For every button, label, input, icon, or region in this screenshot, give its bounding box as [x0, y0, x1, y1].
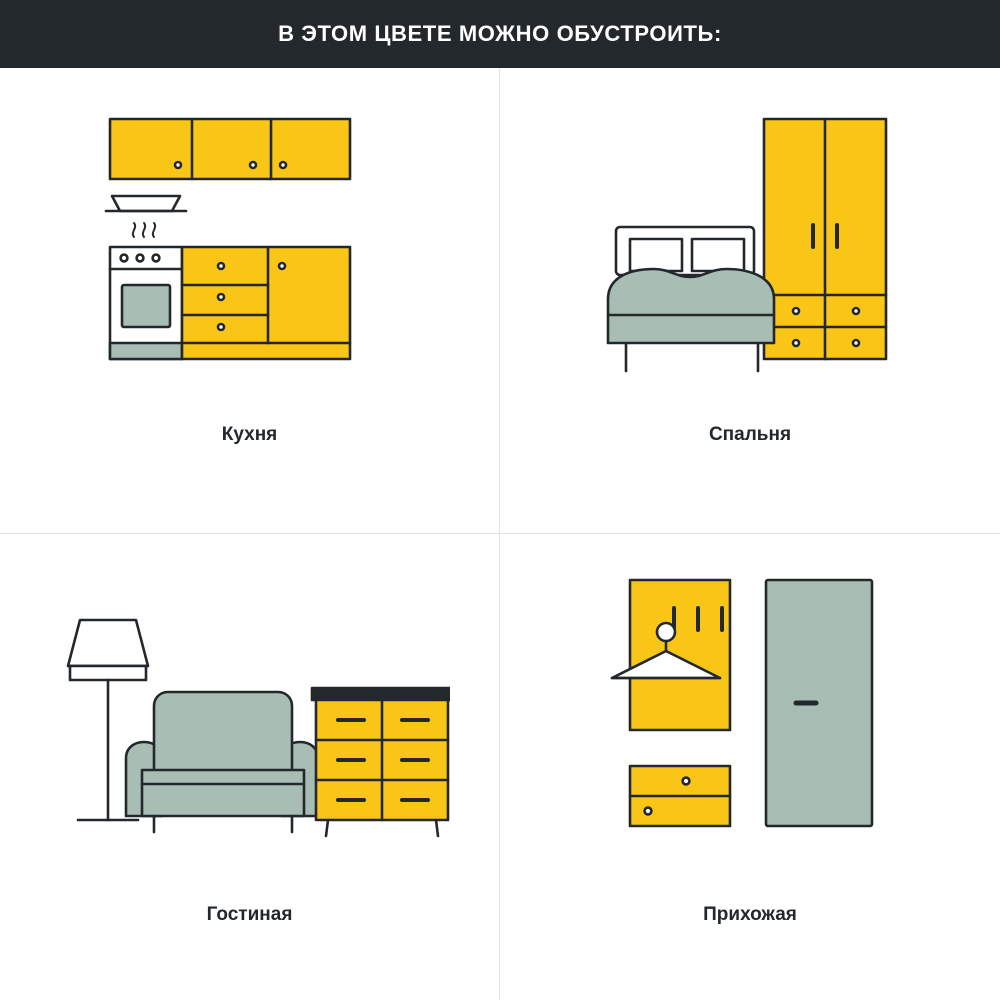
room-caption-kitchen: Кухня	[221, 424, 278, 445]
hallway-illustration	[530, 550, 970, 880]
header-banner	[0, 0, 1000, 68]
room-caption-hallway: Прихожая	[703, 904, 797, 925]
kitchen-illustration	[30, 84, 470, 414]
bedroom-illustration	[530, 84, 970, 414]
hallway-icon	[600, 570, 900, 860]
living-room-illustration	[30, 550, 470, 880]
page-title: В ЭТОМ ЦВЕТЕ МОЖНО ОБУСТРОИТЬ:	[278, 21, 722, 46]
kitchen-icon	[100, 99, 400, 399]
living-room-icon	[50, 570, 450, 860]
room-caption-living-room: Гостиная	[206, 904, 293, 925]
room-card-living-room[interactable]	[0, 534, 500, 1000]
room-card-bedroom[interactable]	[500, 68, 1000, 534]
room-caption-bedroom: Спальня	[708, 424, 792, 445]
bedroom-icon	[600, 99, 900, 399]
room-card-kitchen[interactable]	[0, 68, 500, 534]
room-card-hallway[interactable]	[500, 534, 1000, 1000]
rooms-grid	[0, 68, 1000, 1000]
